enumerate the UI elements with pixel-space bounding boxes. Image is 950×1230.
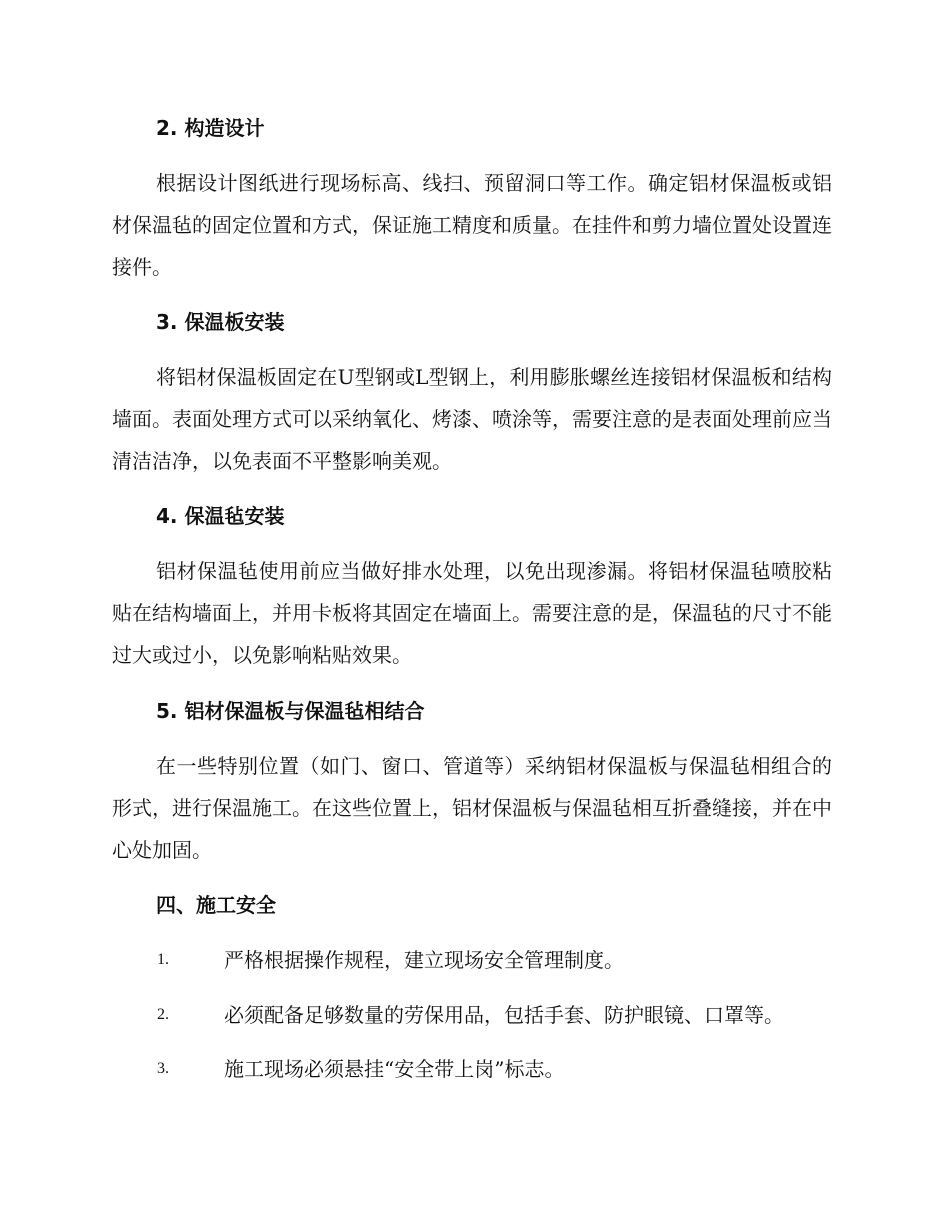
safety-heading: 四、施工安全 xyxy=(156,893,276,917)
section-paragraph-3: 将铝材保温板固定在U型钢或L型钢上，利用膨胀螺丝连接铝材保温板和结构墙面。表面处理方式可以采纳氧化、烤漆、喷涂等，需要注意的是表面处理前应当清洁洁净，以免表面不平整影响美观。 xyxy=(112,365,832,473)
list-item-number: 3. xyxy=(157,1060,169,1077)
list-item-text: 必须配备足够数量的劳保用品，包括手套、防护眼镜、口罩等。 xyxy=(224,1003,784,1027)
section-heading-5: 5. 铝材保温板与保温毡相结合 xyxy=(156,699,425,723)
section-heading-4: 4. 保温毡安装 xyxy=(156,504,285,528)
section-paragraph-2: 根据设计图纸进行现场标高、线扫、预留洞口等工作。确定铝材保温板或铝材保温毡的固定位置和方式，保证施工精度和质量。在挂件和剪力墙位置处设置连接件。 xyxy=(112,171,832,279)
list-item-number: 1. xyxy=(157,951,169,968)
list-item-number: 2. xyxy=(157,1006,169,1023)
section-paragraph-5: 在一些特别位置（如门、窗口、管道等）采纳铝材保温板与保温毡相组合的形式，进行保温施工。在这些位置上，铝材保温板与保温毡相互折叠缝接，并在中心处加固。 xyxy=(112,754,832,862)
list-item-text: 施工现场必须悬挂“安全带上岗”标志。 xyxy=(224,1057,565,1081)
list-item xyxy=(0,1000,950,1030)
list-item-text: 严格根据操作规程，建立现场安全管理制度。 xyxy=(224,948,624,972)
list-item xyxy=(0,945,950,975)
section-paragraph-4: 铝材保温毡使用前应当做好排水处理，以免出现渗漏。将铝材保温毡喷胶粘贴在结构墙面上，并用卡板将其固定在墙面上。需要注意的是，保温毡的尺寸不能过大或过小，以免影响粘贴效果。 xyxy=(112,559,832,667)
list-item xyxy=(0,1054,950,1084)
section-heading-3: 3. 保温板安装 xyxy=(156,310,285,334)
section-heading-2: 2. 构造设计 xyxy=(156,116,265,140)
